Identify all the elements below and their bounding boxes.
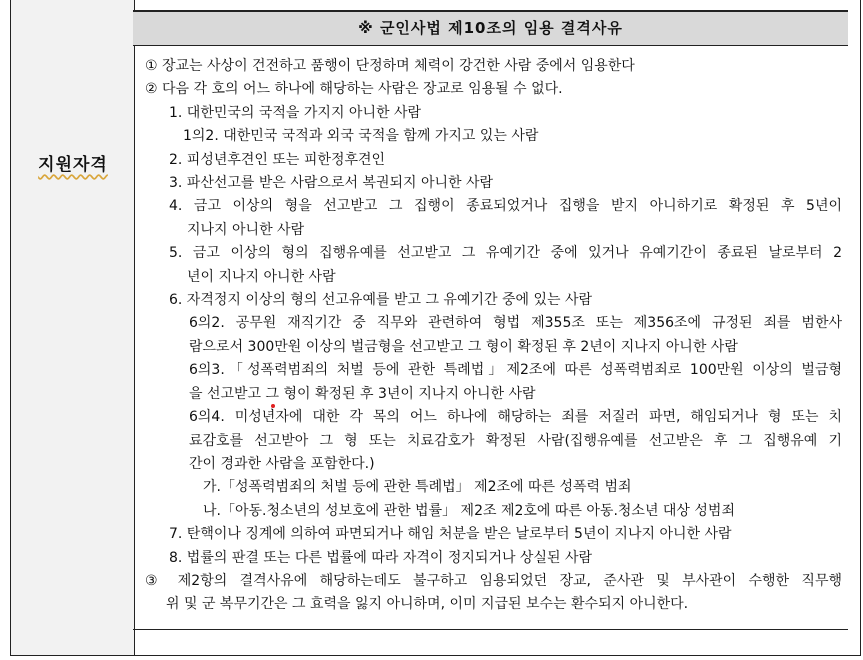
item-6-3: 6의3.「성폭력범죄의 처벌 등에 관한 특례법」제2조에 따른 성폭력범죄로 100만원 이상의 벌금형 <box>189 362 842 379</box>
item-6-2: 6의2. 공무원 재직기간 중 직무와 관련하여 형법 제355조 또는 제356조에 규정된 죄를 범한사 <box>189 315 842 332</box>
item-1-2: 1의2. 대한민국 국적과 외국 국적을 함께 가지고 있는 사람 <box>183 128 539 145</box>
item-4: 4. 금고 이상의 형을 선고받고 그 집행이 종료되었거나 집행을 받지 아니하기로 확정된 후 5년이 <box>169 198 842 215</box>
clause-1: ① 장교는 사상이 건전하고 품행이 단정하며 체력이 강건한 사람 중에서 임용한다 <box>145 58 635 74</box>
red-dot-mark <box>271 404 275 408</box>
item-7: 7. 탄핵이나 징계에 의하여 파면되거나 해임 처분을 받은 날로부터 5년이 지나지 아니한 사람 <box>169 526 732 543</box>
disqualification-list <box>133 46 848 617</box>
clause-3: ③ 제2항의 결격사유에 해당하는데도 불구하고 임용되었던 장교, 준사관 및 부사관이 수행한 직무행 <box>145 572 842 589</box>
item-1: 1. 대한민국의 국적을 가지지 아니한 사람 <box>169 104 421 121</box>
disqualification-panel <box>133 10 848 630</box>
item-6-3-cont: 을 선고받고 그 형이 확정된 후 3년이 지나지 아니한 사람 <box>189 385 536 402</box>
item-3: 3. 파산선고를 받은 사람으로서 복권되지 아니한 사람 <box>169 175 494 192</box>
item-2: 2. 피성년후견인 또는 피한정후견인 <box>169 151 386 168</box>
item-5-cont: 년이 지나지 아니한 사람 <box>187 268 336 285</box>
item-6-4-cont: 료감호를 선고받아 그 형 또는 치료감호가 확정된 사람(집행유예를 선고받은 후 그 집행유예 기 <box>189 432 842 449</box>
item-6-2-cont: 람으로서 300만원 이상의 벌금형을 선고받고 그 형이 확정된 후 2년이 지나지 아니한 사람 <box>189 338 738 355</box>
item-5: 5. 금고 이상의 형의 집행유예를 선고받고 그 유예기간 중에 있거나 유예기간이 종료된 날로부터 2 <box>169 245 842 262</box>
qualification-label: 지원자격 <box>38 155 108 175</box>
item-6-4-ga: 가.「성폭력범죄의 처벌 등에 관한 특례법」 제2조에 따른 성폭력 범죄 <box>203 479 632 496</box>
clause-2: ② 다음 각 호의 어느 하나에 해당하는 사람은 장교로 임용될 수 없다. <box>145 81 563 98</box>
item-4-cont: 지나지 아니한 사람 <box>187 221 305 238</box>
item-8: 8. 법률의 판결 또는 다른 법률에 따라 자격이 정지되거나 상실된 사람 <box>169 549 593 566</box>
item-6-4-cont2: 간이 경과한 사람을 포함한다.) <box>189 455 375 472</box>
label-cell <box>11 0 135 655</box>
item-6-4-na: 나.「아동.청소년의 성보호에 관한 법률」 제2조 제2호에 따른 아동.청소년 대상 성범죄 <box>203 502 735 519</box>
panel-title: ※ 군인사법 제10조의 임용 결격사유 <box>133 10 848 46</box>
item-6: 6. 자격정지 이상의 형의 선고유예를 받고 그 유예기간 중에 있는 사람 <box>169 292 593 309</box>
clause-3-cont: 위 및 군 복무기간은 그 효력을 잃지 아니하며, 이미 지급된 보수는 환수되지 아니한다. <box>166 596 689 613</box>
item-6-4: 6의4. 미성년자에 대한 각 목의 어느 하나에 해당하는 죄를 저질러 파면, 해임되거나 형 또는 치 <box>189 409 842 426</box>
